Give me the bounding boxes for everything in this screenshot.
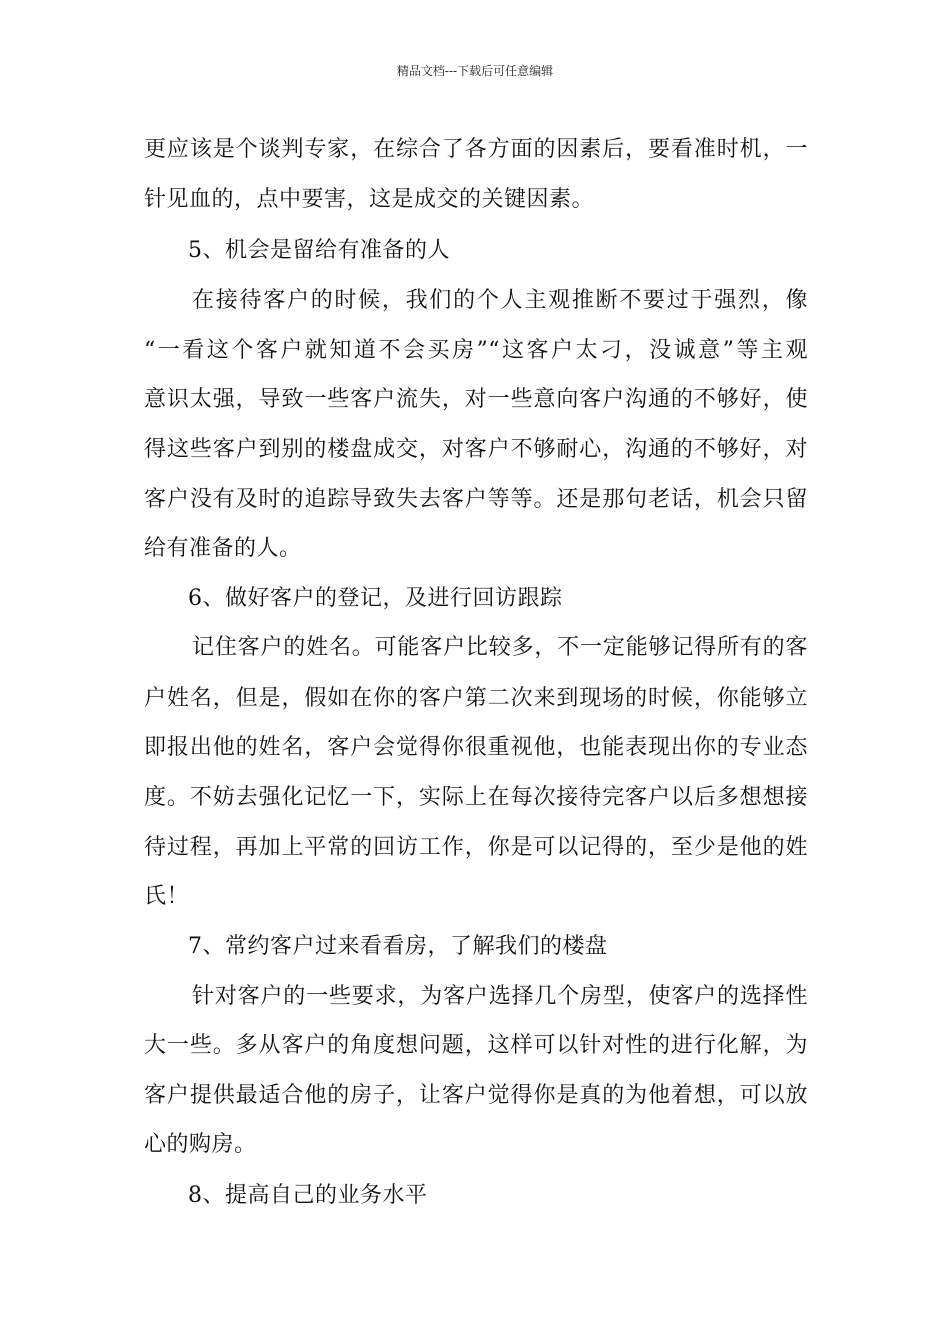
body-text-line: 大一些。多从客户的角度想问题，这样可以针对性的进行化解，为 [144, 1033, 808, 1058]
body-text-line: 户姓名，但是，假如在你的客户第二次来到现场的时候，你能够立 [144, 686, 808, 711]
body-text-line: 记住客户的姓名。可能客户比较多，不一定能够记得所有的客 [192, 635, 808, 660]
body-text-line: 在接待客户的时候，我们的个人主观推断不要过于强烈，像 [192, 288, 808, 313]
section-heading-8: 8、提高自己的业务水平 [188, 1183, 428, 1208]
body-text-line: 氏！ [144, 884, 190, 909]
body-text-line: 心的购房。 [144, 1132, 257, 1157]
body-text-line: 即报出他的姓名，客户会觉得你很重视他，也能表现出你的专业态 [144, 735, 808, 760]
page-header: 精品文档---下载后可任意编辑 [396, 64, 554, 78]
section-heading-6: 6、做好客户的登记，及进行回访跟踪 [188, 586, 563, 611]
body-text-line: 针见血的，点中要害，这是成交的关键因素。 [144, 187, 595, 212]
body-text-line: 客户没有及时的追踪导致失去客户等等。还是那句老话，机会只留 [144, 487, 808, 512]
body-text-line: “一看这个客户就知道不会买房”“这客户太刁，没诚意”等主观 [144, 338, 808, 363]
body-text-line: 针对客户的一些要求，为客户选择几个房型，使客户的选择性 [192, 984, 808, 1009]
body-text-line: 度。不妨去强化记忆一下，实际上在每次接待完客户以后多想想接 [144, 785, 808, 810]
body-text-line: 意识太强，导致一些客户流失，对一些意向客户沟通的不够好，使 [144, 387, 808, 412]
body-text-line: 给有准备的人。 [144, 536, 302, 561]
section-heading-5: 5、机会是留给有准备的人 [188, 238, 450, 263]
body-text-line: 待过程，再加上平常的回访工作，你是可以记得的，至少是他的姓 [144, 835, 808, 860]
section-heading-7: 7、常约客户过来看看房，了解我们的楼盘 [188, 934, 608, 959]
body-text-line: 客户提供最适合他的房子，让客户觉得你是真的为他着想，可以放 [144, 1083, 808, 1108]
body-text-line: 更应该是个谈判专家，在综合了各方面的因素后，要看准时机，一 [144, 137, 808, 162]
body-text-line: 得这些客户到别的楼盘成交，对客户不够耐心，沟通的不够好，对 [144, 437, 808, 462]
